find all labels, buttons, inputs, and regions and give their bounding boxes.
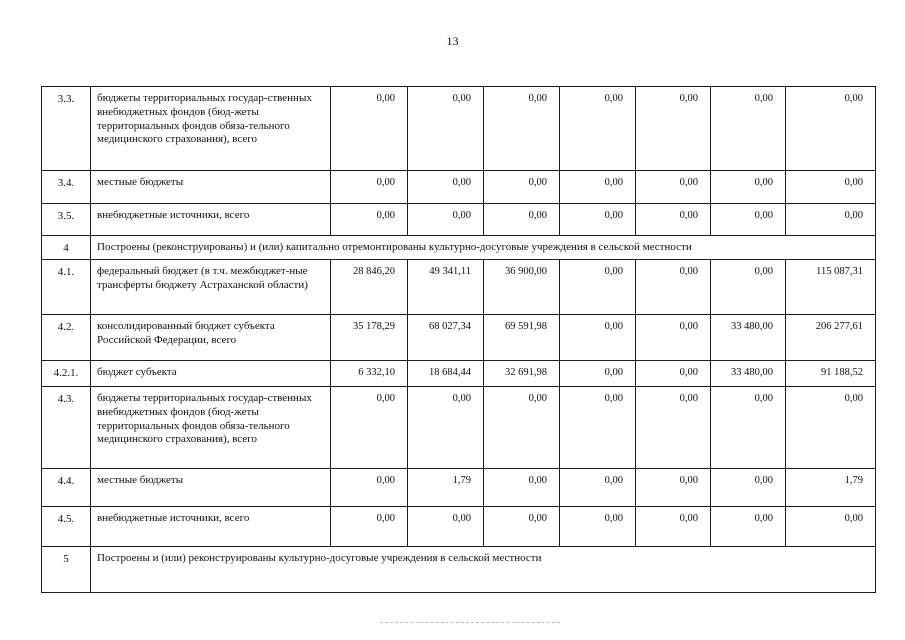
value-cell: 0,00 [711,260,786,315]
section-row [42,547,876,593]
value-cell: 0,00 [711,469,786,507]
value-cell: 0,00 [636,260,711,315]
total-cell: 0,00 [786,507,876,547]
value-cell: 33 480,00 [711,315,786,361]
table-row [42,361,876,387]
value-cell: 0,00 [636,387,711,469]
value-cell: 0,00 [711,87,786,171]
row-name: местные бюджеты [91,171,331,204]
value-cell: 0,00 [331,387,408,469]
value-cell: 0,00 [331,204,408,236]
section-title: Построены (реконструированы) и (или) капитально отремонтированы культурно-досуговые учреждения в сельской местности [91,236,876,260]
section-row [42,236,876,260]
table-row [42,315,876,361]
row-number: 3.4. [42,171,91,204]
value-cell: 68 027,34 [408,315,484,361]
value-cell: 0,00 [636,507,711,547]
value-cell: 0,00 [560,204,636,236]
value-cell: 0,00 [636,315,711,361]
table-row [42,204,876,236]
row-number: 4.2.1. [42,361,91,387]
value-cell: 28 846,20 [331,260,408,315]
value-cell: 33 480,00 [711,361,786,387]
value-cell: 0,00 [331,171,408,204]
value-cell: 0,00 [711,507,786,547]
page-number: 13 [446,34,459,48]
value-cell: 0,00 [331,469,408,507]
value-cell: 0,00 [484,171,560,204]
total-cell: 0,00 [786,387,876,469]
value-cell: 0,00 [636,361,711,387]
row-name: внебюджетные источники, всего [91,204,331,236]
value-cell: 0,00 [484,387,560,469]
total-cell: 115 087,31 [786,260,876,315]
table-row [42,171,876,204]
row-name: бюджеты территориальных государ-ственных внебюджетных фондов (бюд-жеты территориальных фондов обяза-тельного медицинского страхования), всего [91,87,331,171]
value-cell: 0,00 [408,171,484,204]
value-cell: 0,00 [711,204,786,236]
total-cell: 206 277,61 [786,315,876,361]
value-cell: 35 178,29 [331,315,408,361]
total-cell: 0,00 [786,87,876,171]
row-number: 4.1. [42,260,91,315]
section-number: 5 [42,547,91,593]
value-cell: 0,00 [331,87,408,171]
row-number: 3.3. [42,87,91,171]
value-cell: 0,00 [484,87,560,171]
value-cell: 18 684,44 [408,361,484,387]
table-row [42,469,876,507]
value-cell: 0,00 [560,315,636,361]
row-name: местные бюджеты [91,469,331,507]
table-row [42,507,876,547]
value-cell: 0,00 [484,507,560,547]
value-cell: 69 591,98 [484,315,560,361]
row-number: 4.3. [42,387,91,469]
value-cell: 0,00 [408,87,484,171]
value-cell: 0,00 [560,87,636,171]
row-name: бюджеты территориальных государ-ственных внебюджетных фондов (бюд-жеты территориальных фондов обяза-тельного медицинского страхования), всего [91,387,331,469]
total-cell: 0,00 [786,171,876,204]
value-cell: 0,00 [560,260,636,315]
value-cell: 0,00 [636,87,711,171]
value-cell: 0,00 [560,507,636,547]
value-cell: 0,00 [560,387,636,469]
value-cell: 0,00 [711,171,786,204]
total-cell: 1,79 [786,469,876,507]
value-cell: 36 900,00 [484,260,560,315]
value-cell: 0,00 [408,507,484,547]
table-row [42,87,876,171]
value-cell: 0,00 [711,387,786,469]
section-number: 4 [42,236,91,260]
total-cell: 0,00 [786,204,876,236]
budget-table-container [41,86,875,593]
value-cell: 0,00 [560,171,636,204]
total-cell: 91 188,52 [786,361,876,387]
row-name: федеральный бюджет (в т.ч. межбюджет-ные трансферты бюджету Астраханской области) [91,260,331,315]
row-number: 4.2. [42,315,91,361]
value-cell: 0,00 [636,469,711,507]
value-cell: 0,00 [408,387,484,469]
value-cell: 1,79 [408,469,484,507]
table-row [42,387,876,469]
value-cell: 0,00 [408,204,484,236]
value-cell: 32 691,98 [484,361,560,387]
row-number: 4.4. [42,469,91,507]
value-cell: 0,00 [331,507,408,547]
value-cell: 0,00 [484,469,560,507]
budget-table [41,86,876,593]
row-name: внебюджетные источники, всего [91,507,331,547]
value-cell: 0,00 [636,171,711,204]
row-name: бюджет субъекта [91,361,331,387]
table-row [42,260,876,315]
value-cell: 0,00 [636,204,711,236]
value-cell: 6 332,10 [331,361,408,387]
value-cell: 0,00 [560,469,636,507]
scan-artifact-line [380,622,560,623]
value-cell: 0,00 [484,204,560,236]
value-cell: 0,00 [560,361,636,387]
value-cell: 49 341,11 [408,260,484,315]
row-number: 3.5. [42,204,91,236]
section-title: Построены и (или) реконструированы культурно-досуговые учреждения в сельской местности [91,547,876,593]
row-number: 4.5. [42,507,91,547]
row-name: консолидированный бюджет субъекта Российской Федерации, всего [91,315,331,361]
